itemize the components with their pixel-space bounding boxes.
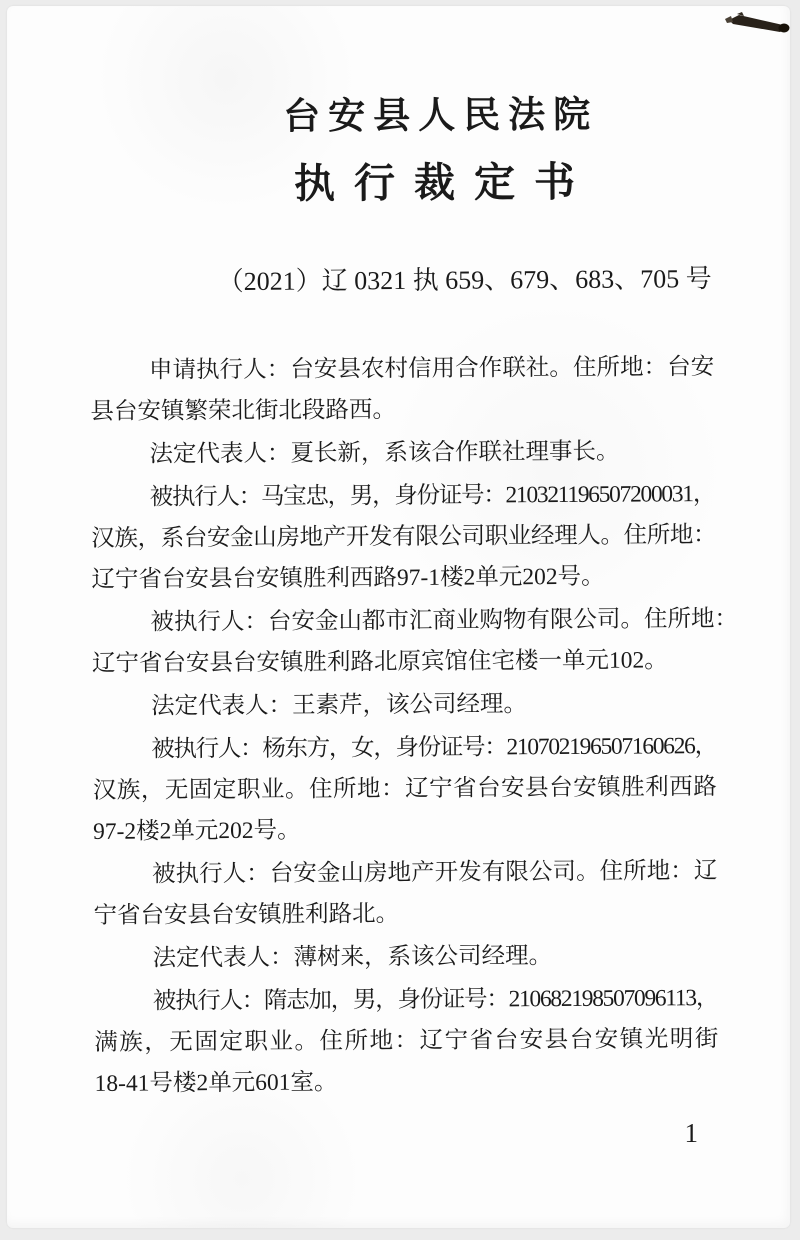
document-content xyxy=(88,4,739,1107)
text-line: 被执行人：隋志加，男，身份证号：210682198507096113， xyxy=(152,985,719,1015)
paragraph-legal-rep-3 xyxy=(94,935,718,980)
pen-artifact xyxy=(723,10,795,36)
text-line: 被执行人：马宝忠，男，身份证号：210321196507200031， xyxy=(149,481,716,511)
case-number: （2021）辽 0321 执 659、679、683、705 号 xyxy=(217,264,712,297)
text-line: 县台安镇繁荣北街北段路西。 xyxy=(90,397,397,425)
text-line: 被执行人：杨东方，女，身份证号：210702196507160626， xyxy=(151,733,717,763)
paragraph-applicant xyxy=(90,347,714,433)
pen-tip xyxy=(725,16,733,23)
pen-cap xyxy=(779,24,790,33)
paragraph-legal-rep-1 xyxy=(91,431,715,476)
text-line: 18-41号楼2单元601室。 xyxy=(94,1069,338,1097)
pen-body xyxy=(729,15,787,32)
paragraph-respondent-5 xyxy=(94,978,719,1105)
text-line: 法定代表人：夏长新，系该合作联社理事长。 xyxy=(149,438,620,468)
text-line: 满族，无固定职业。住所地：辽宁省台安县台安镇光明街 xyxy=(94,1026,719,1056)
court-name: 台安县人民法院 xyxy=(283,94,599,138)
text-line: 97-2楼2单元202号。 xyxy=(92,817,301,845)
text-line: 法定代表人：王素芹，该公司经理。 xyxy=(150,691,528,720)
text-line: 法定代表人：薄树来，系该公司经理。 xyxy=(152,943,553,972)
paragraph-legal-rep-2 xyxy=(92,683,716,728)
text-line: 汉族，无固定职业。住所地：辽宁省台安县台安镇胜利西路 xyxy=(92,774,717,804)
text-line: 宁省台安县台安镇胜利路北。 xyxy=(93,901,400,929)
text-line: 辽宁省台安县台安镇胜利西路97-1楼2单元202号。 xyxy=(91,563,605,593)
text-line: 被执行人：台安金山都市汇商业购物有限公司。住所地： xyxy=(150,605,739,636)
text-line: 被执行人：台安金山房地产开发有限公司。住所地：辽 xyxy=(151,858,718,888)
text-line: 汉族，系台安金山房地产开发有限公司职业经理人。住所地： xyxy=(91,522,716,552)
page-number: 1 xyxy=(684,1118,698,1148)
paragraph-respondent-4 xyxy=(93,851,717,937)
scanned-page xyxy=(7,6,790,1228)
paragraph-respondent-1 xyxy=(91,474,716,601)
paragraph-respondent-3 xyxy=(92,726,717,853)
document-title: 执行裁定书 xyxy=(293,158,595,207)
document-body xyxy=(90,347,739,1105)
text-line: 辽宁省台安县台安镇胜利路北原宾馆住宅楼一单元102。 xyxy=(91,647,668,677)
text-line: 申请执行人：台安县农村信用合作联社。住所地：台安 xyxy=(148,354,715,384)
paragraph-respondent-2 xyxy=(91,599,739,685)
